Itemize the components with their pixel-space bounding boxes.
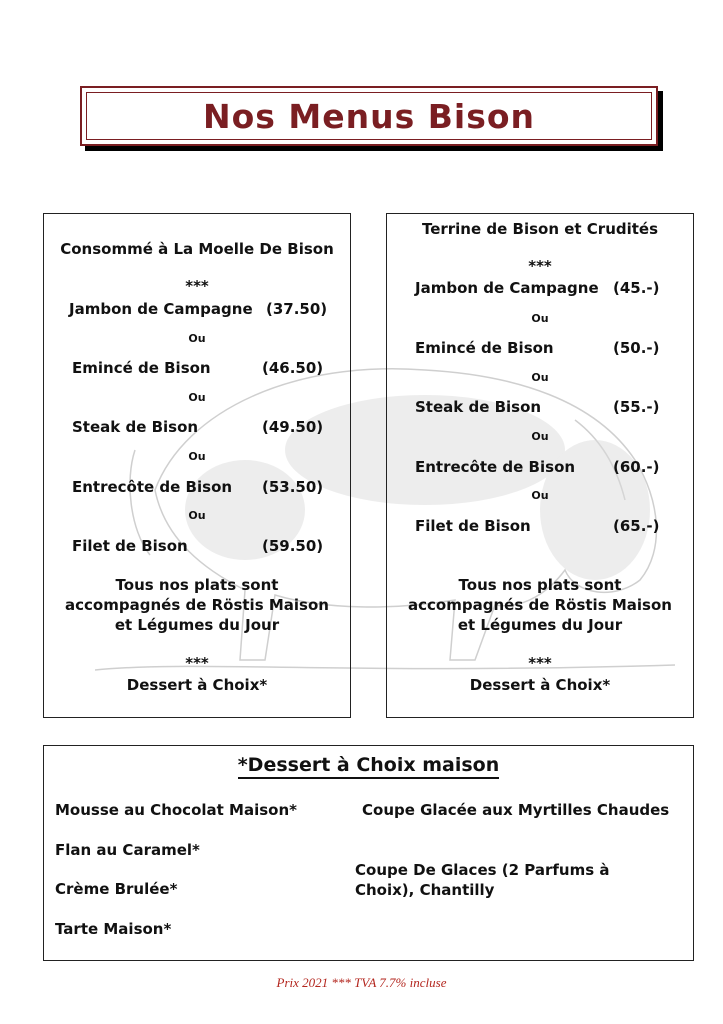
dessert-title: [44, 754, 693, 776]
menu-right-price: (45.-): [613, 279, 660, 297]
menu-left-dish: Jambon de Campagne: [69, 300, 253, 318]
menu-right-accompaniment-line: et Légumes du Jour: [457, 616, 623, 634]
menu-left-separator-bottom: ***: [185, 654, 209, 672]
menu-right-price: (65.-): [613, 517, 660, 535]
menu-left-or: Ou: [188, 509, 206, 522]
menu-right-dish: Filet de Bison: [415, 517, 531, 535]
menu-left-accompaniment-line: Tous nos plats sont: [115, 576, 279, 594]
menu-right-accompaniment-line: accompagnés de Röstis Maison: [408, 596, 672, 614]
menu-right-price: (50.-): [613, 339, 660, 357]
menu-left-dish: Filet de Bison: [72, 537, 188, 555]
menu-right-dish: Emincé de Bison: [415, 339, 554, 357]
menu-left-price: (46.50): [262, 359, 324, 377]
menu-left-price: (59.50): [262, 537, 324, 555]
menu-right-price: (60.-): [613, 458, 660, 476]
menu-left-price: (49.50): [262, 418, 324, 436]
dessert-item: Coupe Glacée aux Myrtilles Chaudes: [362, 801, 670, 819]
dessert-item: Flan au Caramel*: [55, 841, 200, 859]
menu-left-dessert: Dessert à Choix*: [126, 676, 268, 694]
menu-right-or: Ou: [531, 371, 549, 384]
price-footer: Prix 2021 *** TVA 7.7% incluse: [276, 975, 447, 990]
menu-left-dish: Emincé de Bison: [72, 359, 211, 377]
menu-right-accompaniment-line: Tous nos plats sont: [458, 576, 622, 594]
dessert-item: Tarte Maison*: [55, 920, 172, 938]
dessert-title-text: *Dessert à Choix maison: [238, 754, 500, 779]
menu-left-dish: Steak de Bison: [72, 418, 199, 436]
menu-left-or: Ou: [188, 332, 206, 345]
dessert-item: Mousse au Chocolat Maison*: [55, 801, 297, 819]
dessert-item: Crème Brulée*: [55, 880, 178, 898]
menu-right-price: (55.-): [613, 398, 660, 416]
menu-right-separator-top: ***: [528, 257, 552, 275]
menu-left-or: Ou: [188, 450, 206, 463]
menu-left-or: Ou: [188, 391, 206, 404]
menu-left-price: (37.50): [266, 300, 328, 318]
dessert-card: [43, 745, 694, 961]
menu-left-price: (53.50): [262, 478, 324, 496]
dessert-item: Choix), Chantilly: [355, 881, 495, 899]
menu-right-dessert: Dessert à Choix*: [469, 676, 611, 694]
menu-left-accompaniment-line: et Légumes du Jour: [114, 616, 280, 634]
menu-left-card: [43, 213, 351, 718]
title-banner: [80, 86, 658, 146]
menu-right-or: Ou: [531, 312, 549, 325]
menu-right-dish: Jambon de Campagne: [415, 279, 599, 297]
dessert-item: Coupe De Glaces (2 Parfums à: [355, 861, 610, 879]
menu-right-starter: Terrine de Bison et Crudités: [421, 220, 659, 238]
menu-left-starter: Consommé à La Moelle De Bison: [60, 240, 334, 258]
menu-right-dish: Steak de Bison: [415, 398, 542, 416]
menu-right-or: Ou: [531, 430, 549, 443]
menu-right-separator-bottom: ***: [528, 654, 552, 672]
menu-right-dish: Entrecôte de Bison: [415, 458, 576, 476]
menu-right-or: Ou: [531, 489, 549, 502]
menu-right-card: [386, 213, 694, 718]
title-inner-frame: [86, 92, 652, 140]
menu-left-accompaniment-line: accompagnés de Röstis Maison: [65, 596, 329, 614]
menu-left-dish: Entrecôte de Bison: [72, 478, 233, 496]
page-title: Nos Menus Bison: [202, 96, 536, 136]
menu-left-separator-top: ***: [185, 277, 209, 295]
